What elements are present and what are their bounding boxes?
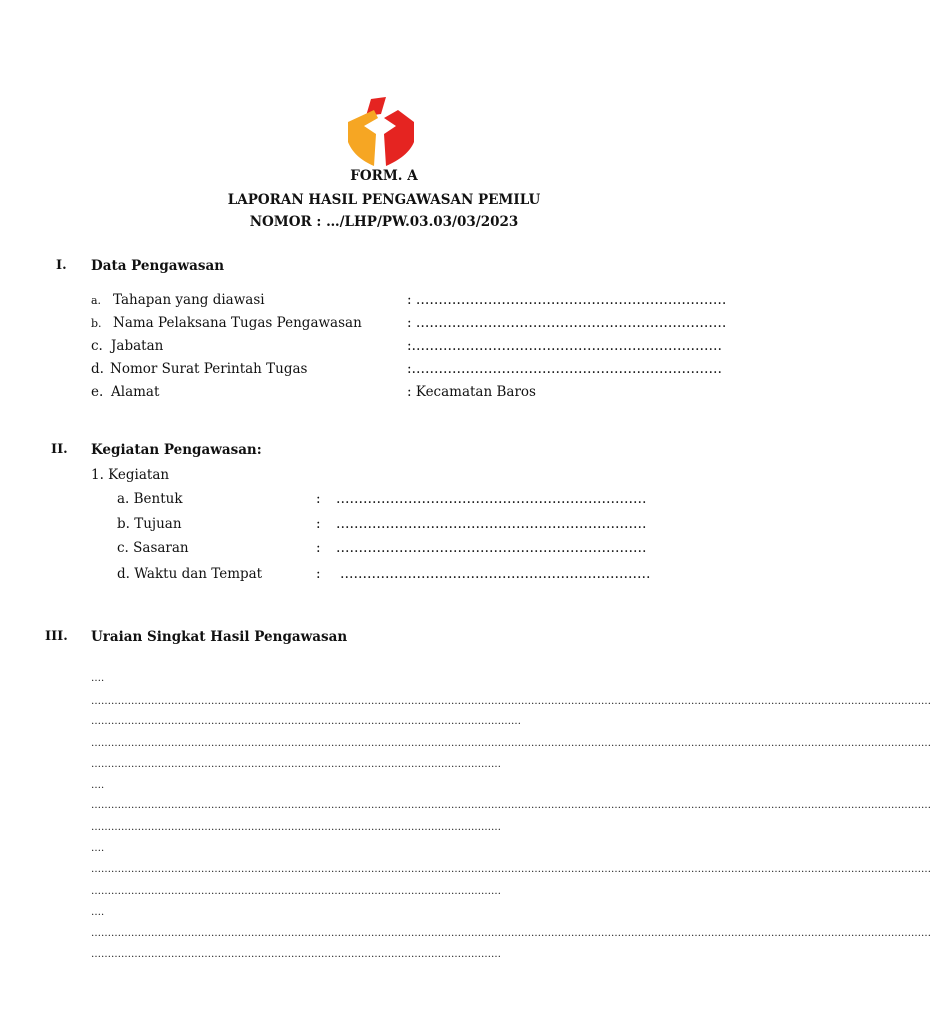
item-e-value[interactable]: : Kecamatan Baros [407, 384, 536, 400]
summary-line[interactable]: ……………………………………………………………………………………………………………………………………………………………………………………………………………………………… [91, 864, 931, 875]
form-label: FORM. A [350, 168, 418, 184]
summary-line[interactable]: ………………………………………………………………………………………………………………… [91, 716, 521, 727]
summary-line[interactable]: …………………………………………………………………………………………………………… [91, 822, 501, 833]
item-a-text: Tahapan yang diawasi [113, 292, 265, 308]
activity-a-value[interactable]: …………………………………………………………… [336, 491, 647, 507]
summary-line[interactable]: ……………………………………………………………………………………………………………………………………………………………………………………………………………………………… [91, 928, 931, 939]
activity-b-value[interactable]: …………………………………………………………… [336, 516, 647, 532]
activity-subheading: 1. Kegiatan [91, 467, 170, 483]
item-d-text: Nomor Surat Perintah Tugas [110, 361, 308, 377]
summary-line[interactable]: ……………………………………………………………………………………………………………………………………………………………………………………………………………………………… [91, 738, 931, 749]
section-3-title: Uraian Singkat Hasil Pengawasan [91, 629, 348, 645]
summary-line[interactable]: …………………………………………………………………………………………………………… [91, 759, 501, 770]
item-a-value[interactable]: : …………………………………………………………… [407, 292, 727, 308]
section-1-numeral: I. [56, 258, 67, 273]
item-e-label: e. [91, 384, 104, 400]
summary-line[interactable]: ……………………………………………………………………………………………………………………………………………………………………………………………………………………………… [91, 800, 931, 811]
activity-d-text: d. Waktu dan Tempat [117, 566, 263, 582]
section-3-numeral: III. [45, 629, 68, 644]
activity-d-value[interactable]: …………………………………………………………… [340, 566, 651, 582]
summary-line[interactable]: …. [91, 843, 105, 854]
item-e-text: Alamat [111, 384, 160, 400]
summary-line[interactable]: …. [91, 780, 105, 791]
activity-b-text: b. Tujuan [117, 516, 182, 532]
box-right-face [384, 110, 414, 166]
summary-line[interactable]: …………………………………………………………………………………………………………… [91, 949, 501, 960]
activity-c-colon: : [316, 540, 321, 556]
section-1-title: Data Pengawasan [91, 258, 225, 274]
item-c-text: Jabatan [111, 338, 164, 354]
summary-line[interactable]: ……………………………………………………………………………………………………………………………………………………………………………………………………………………………… [91, 696, 931, 707]
activity-c-text: c. Sasaran [117, 540, 189, 556]
section-2-numeral: II. [51, 442, 68, 457]
section-2-title: Kegiatan Pengawasan: [91, 442, 262, 458]
item-b-label: b. [91, 317, 102, 330]
item-c-value[interactable]: :…………………………………………………………… [407, 338, 723, 354]
item-d-value[interactable]: :…………………………………………………………… [407, 361, 723, 377]
summary-line[interactable]: …. [91, 907, 105, 918]
summary-line[interactable]: …………………………………………………………………………………………………………… [91, 886, 501, 897]
activity-a-text: a. Bentuk [117, 491, 183, 507]
item-b-text: Nama Pelaksana Tugas Pengawasan [113, 315, 362, 331]
item-c-label: c. [91, 338, 103, 354]
box-left-face [348, 110, 378, 166]
document-title: LAPORAN HASIL PENGAWASAN PEMILU [227, 192, 541, 208]
activity-c-value[interactable]: …………………………………………………………… [336, 540, 647, 556]
ballot-box-logo-icon [344, 96, 418, 168]
summary-line[interactable]: …. [91, 673, 105, 684]
activity-d-colon: : [316, 566, 321, 582]
item-d-label: d. [91, 361, 104, 377]
item-b-value[interactable]: : …………………………………………………………… [407, 315, 727, 331]
activity-b-colon: : [316, 516, 321, 532]
activity-a-colon: : [316, 491, 321, 507]
document-number: NOMOR : …/LHP/PW.03.03/03/2023 [249, 214, 519, 230]
item-a-label: a. [91, 294, 102, 307]
